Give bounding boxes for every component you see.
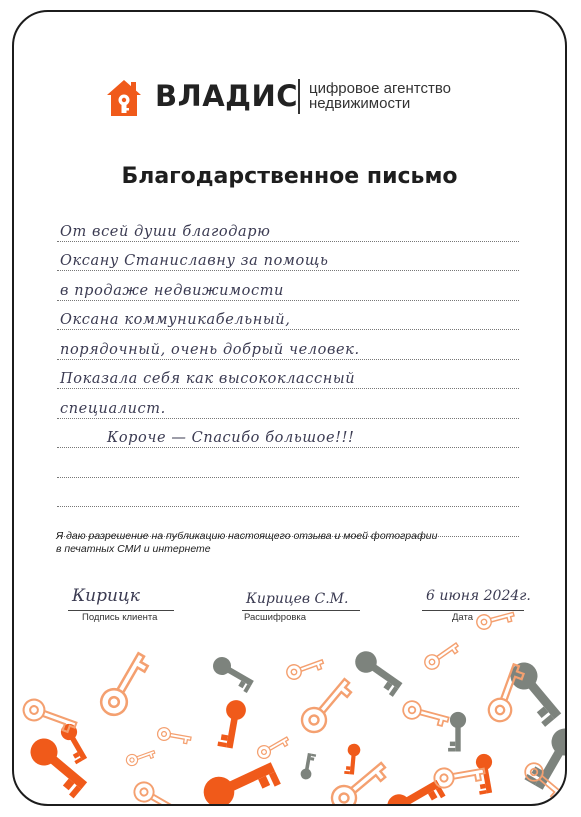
text-line [57, 301, 519, 331]
handwritten-lines [57, 212, 519, 537]
text-line [57, 478, 519, 508]
key-outline-icon [255, 733, 290, 761]
key-icon [217, 698, 247, 749]
tagline-line-2: недвижимости [309, 95, 411, 112]
key-outline-icon [125, 747, 156, 768]
key-icon [199, 753, 281, 806]
text-line [57, 330, 519, 360]
key-icon [383, 773, 446, 806]
logo [106, 76, 526, 120]
logo-divider [298, 79, 300, 114]
text-line [57, 448, 519, 478]
key-icon [448, 712, 466, 752]
consent-line-2: в печатных СМИ и интернете [56, 543, 211, 555]
consent-line-1: Я даю разрешение на публикацию настоящего отзыва и моей фотографии [56, 530, 438, 542]
text-line [57, 271, 519, 301]
date-caption: Дата [452, 612, 474, 623]
handwritten-text: в продаже недвижимости [60, 282, 284, 299]
key-outline-icon [475, 607, 515, 631]
key-icon [344, 743, 361, 775]
handwritten-text: специалист. [60, 400, 166, 417]
handwritten-text: порядочный, очень добрый человек. [60, 341, 360, 358]
letter-sheet [12, 10, 567, 806]
key-outline-icon [422, 639, 461, 672]
key-icon [209, 654, 257, 693]
handwritten-text: От всей души благодарю [60, 223, 271, 240]
key-icon [300, 752, 316, 780]
text-line [57, 242, 519, 272]
keys-pattern [14, 602, 565, 806]
key-outline-icon [157, 727, 192, 745]
text-line [57, 212, 519, 242]
key-outline-icon [401, 699, 450, 728]
key-outline-icon [285, 655, 325, 681]
key-icon [350, 647, 407, 697]
handwritten-text: Оксану Станиславну за помощь [60, 253, 329, 269]
client-signature: Кирицк [72, 586, 140, 606]
tagline-line-1: цифровое агентство [309, 80, 451, 97]
tagline [309, 81, 451, 111]
text-line [57, 389, 519, 419]
house-key-icon [106, 79, 142, 117]
decoding-value: Кирицев С.М. [246, 591, 349, 607]
client-caption: Подпись клиента [82, 612, 158, 623]
key-outline-icon [297, 673, 356, 737]
text-line [57, 419, 519, 449]
letter-title: Благодарственное письмо [121, 164, 458, 189]
handwritten-text: Короче — Спасибо большое!!! [107, 430, 355, 446]
key-icon [23, 733, 93, 798]
key-outline-icon [97, 648, 153, 719]
key-outline-icon [131, 779, 184, 806]
consent-text [56, 530, 526, 556]
date-value: 6 июня 2024г. [426, 588, 531, 604]
key-outline-icon [327, 756, 391, 806]
handwritten-text: Показала себя как высококлассный [60, 371, 356, 387]
handwritten-text: Оксана коммуникабельный, [60, 312, 291, 328]
brand-name: ВЛАДИС [155, 79, 299, 113]
decoding-caption: Расшифровка [244, 612, 307, 623]
text-line [57, 360, 519, 390]
